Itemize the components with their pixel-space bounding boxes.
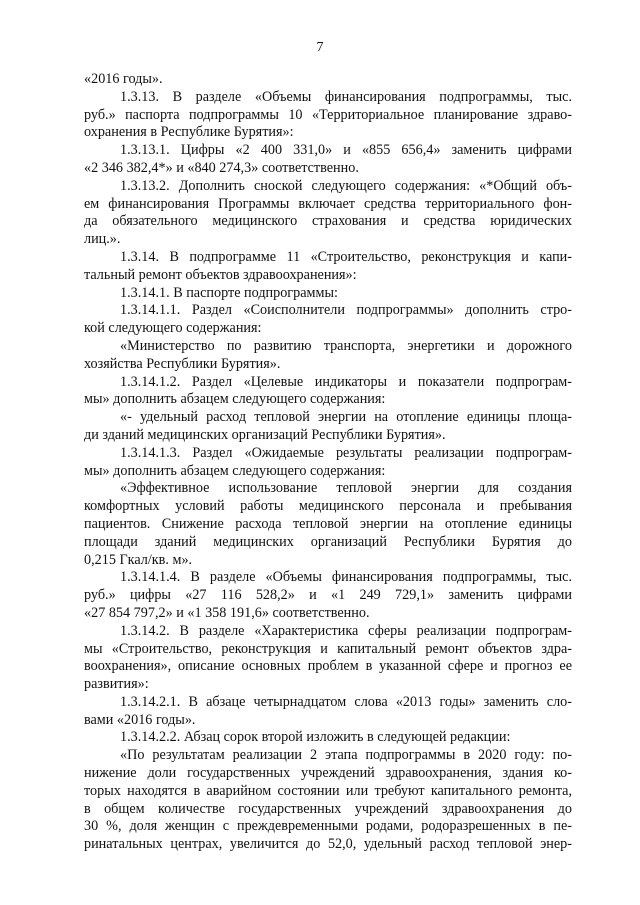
- text-line: 1.3.14.1. В паспорте подпрограммы:: [120, 284, 338, 301]
- text-line: 1.3.13.1. Цифры «2 400 331,0» и «855 656,4» заменить цифрами: [120, 142, 572, 159]
- text-line: 1.3.14.2.1. В абзаце четырнадцатом слова «2013 годы» заменить сло-: [120, 693, 572, 710]
- text-line: 30 %, доля женщин с преждевременными родами, родоразрешенных в пе-: [84, 818, 572, 835]
- text-line: 1.3.14.1.3. Раздел «Ожидаемые результаты реализации подпрограм-: [120, 444, 572, 461]
- text-line: ем финансирования Программы включает средства территориального фон-: [84, 195, 572, 212]
- text-line: 1.3.14.1.1. Раздел «Соисполнители подпрограммы» дополнить стро-: [120, 302, 572, 319]
- text-line: пациентов. Снижение расхода тепловой энергии на отопление единицы: [84, 515, 572, 532]
- text-line: 1.3.13. В разделе «Объемы финансирования подпрограммы, тыс.: [120, 88, 572, 105]
- text-line: комфортных условий работы медицинского персонала и пребывания: [84, 498, 572, 515]
- text-line: тальный ремонт объектов здравоохранения»:: [84, 266, 357, 283]
- text-line: мы «Строительство, реконструкция и капитальный ремонт объектов здра-: [84, 640, 572, 657]
- text-line: ринатальных центрах, увеличится до 52,0, удельный расход тепловой энер-: [84, 836, 572, 853]
- text-line: воохранения», описание основных проблем в указанной сфере и прогноз ее: [84, 658, 572, 675]
- document-body: [84, 71, 572, 854]
- text-line: «27 854 797,2» и «1 358 191,6» соответственно.: [84, 604, 370, 621]
- text-line: лиц.».: [84, 231, 121, 248]
- text-line: вами «2016 годы».: [84, 711, 196, 728]
- page-number: 7: [316, 40, 324, 55]
- text-line: «2 346 382,4*» и «840 274,3» соответственно.: [84, 159, 359, 176]
- text-line: мы» дополнить абзацем следующего содержания:: [84, 462, 386, 479]
- text-line: «Эффективное использование тепловой энергии для создания: [120, 480, 572, 497]
- text-line: «Министерство по развитию транспорта, энергетики и дорожного: [120, 337, 572, 354]
- text-line: руб.» цифры «27 116 528,2» и «1 249 729,1» заменить цифрами: [84, 587, 572, 604]
- text-line: да обязательного медицинского страхования и средства юридических: [84, 213, 572, 230]
- text-line: 1.3.13.2. Дополнить сноской следующего содержания: «*Общий объ-: [120, 177, 572, 194]
- text-line: руб.» паспорта подпрограммы 10 «Территориальное планирование здраво-: [84, 106, 572, 123]
- text-line: хозяйства Республики Бурятия».: [84, 355, 281, 372]
- text-line: в общем количестве государственных учреждений здравоохранения до: [84, 800, 572, 817]
- text-line: площади зданий медицинских организаций Республики Бурятия до: [84, 533, 572, 550]
- text-line: 1.3.14.2. В разделе «Характеристика сферы реализации подпрограм-: [120, 622, 572, 639]
- text-line: 1.3.14.1.2. Раздел «Целевые индикаторы и показатели подпрограм-: [120, 373, 572, 390]
- text-line: 1.3.14.2.2. Абзац сорок второй изложить в следующей редакции:: [120, 729, 511, 746]
- text-line: 1.3.14. В подпрограмме 11 «Строительство, реконструкция и капи-: [120, 248, 572, 265]
- text-line: мы» дополнить абзацем следующего содержания:: [84, 391, 386, 408]
- text-line: «2016 годы».: [84, 71, 163, 87]
- text-line: 1.3.14.1.4. В разделе «Объемы финансирования подпрограммы, тыс.: [120, 569, 572, 586]
- text-line: 0,215 Гкал/кв. м».: [84, 551, 193, 568]
- text-line: «По результатам реализации 2 этапа подпрограммы в 2020 году: по-: [120, 747, 572, 764]
- text-line: торых находятся в аварийном состоянии или требуют капитального ремонта,: [84, 782, 572, 799]
- text-line: кой следующего содержания:: [84, 320, 262, 337]
- text-line: развития»:: [84, 676, 149, 693]
- text-line: «- удельный расход тепловой энергии на отопление единицы площа-: [120, 409, 572, 426]
- text-line: охранения в Республике Бурятия»:: [84, 124, 294, 141]
- text-line: ди зданий медицинских организаций Республики Бурятия».: [84, 426, 446, 443]
- text-line: нижение доли государственных учреждений здравоохранения, здания ко-: [84, 765, 572, 782]
